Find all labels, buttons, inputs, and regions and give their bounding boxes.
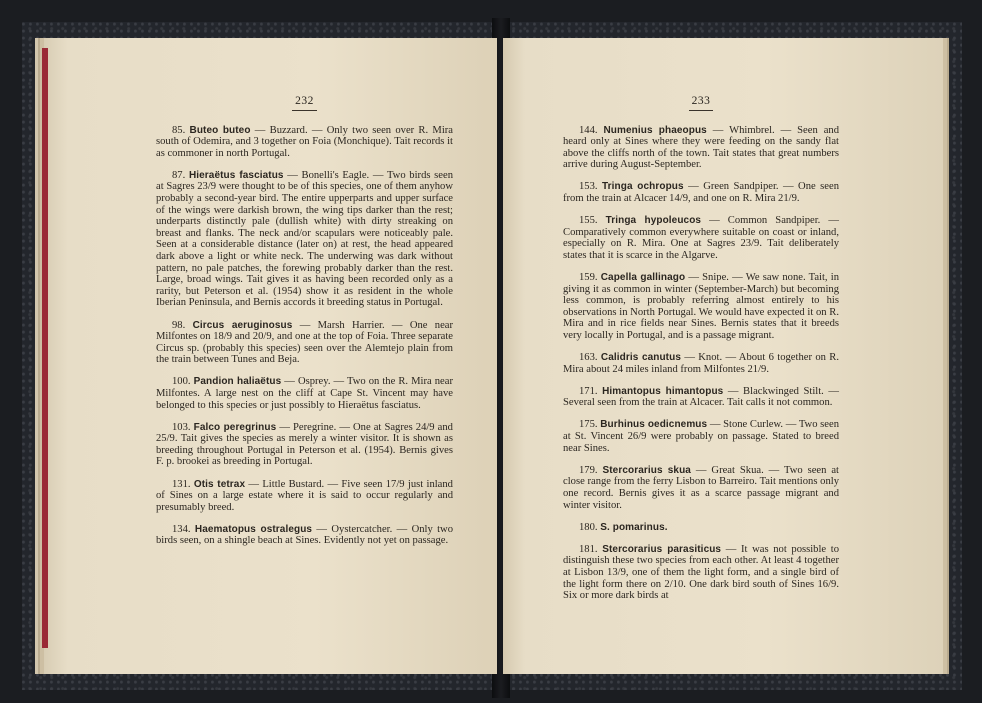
right-page: [503, 38, 943, 674]
page-number: 232: [156, 96, 453, 111]
left-page: [44, 38, 497, 674]
species-entry: 100. Pandion haliaëtus — Osprey. — Two on the R. Mira near Milfontes. A large nest on the cliff at Cape St. Vincent may have belonged to this species or just possibly to Hieraëtus fasciatus.: [156, 376, 453, 411]
species-entry: 159. Capella gallinago — Snipe. — We saw none. Tait, in giving it as common in winter (September-March) but becoming less common, is probably referring almost entirely to his observations in North Portugal. We would have expected it on R. Mira and in rice fields near Sines. Bernis states that it breeds very locally in Portugal, and is a passage migrant.: [563, 272, 839, 341]
species-entry: 163. Calidris canutus — Knot. — About 6 together on R. Mira about 24 miles inland from Milfontes 21/9.: [563, 352, 839, 375]
species-entry: 153. Tringa ochropus — Green Sandpiper. — One seen from the train at Alcacer 14/9, and one on R. Mira 21/9.: [563, 181, 839, 205]
species-entry: 98. Circus aeruginosus — Marsh Harrier. — One near Milfontes on 18/9 and 20/9, and one at the top of Foia. Three separate Circus sp. (probably this species) seen over the Alemtejo plain from the train between Tunes and Beja.: [156, 319, 453, 366]
species-entry: 85. Buteo buteo — Buzzard. — Only two seen over R. Mira south of Odemira, and 3 together on Foia (Monchique). Tait records it as commoner in north Portugal.: [156, 124, 453, 159]
species-entry: 155. Tringa hypoleucos — Common Sandpiper. — Comparatively common everywhere suitable on coast or inland, especially on R. Mira. One at Sagres 23/9. Tait deliberately states that it is scarce in the Algarve.: [563, 215, 839, 261]
page-number: 233: [563, 96, 839, 111]
species-entry: 181. Stercorarius parasiticus — It was not possible to distinguish these two species from each other. At least 4 together at Lisbon 13/9, one of them the light form, and a single bird of the light form there on 2/10. One dark bird south of Sines 16/9. Six or more dark birds at: [563, 543, 840, 602]
species-entry: 171. Himantopus himantopus — Blackwinged Stilt. — Several seen from the train at Alcacer. Tait calls it not common.: [563, 385, 839, 409]
species-entry: 87. Hieraëtus fasciatus — Bonelli's Eagle. — Two birds seen at Sagres 23/9 were thought to be of this species, one of them anyhow probably a second-year bird. The entire upperparts and upper surface of the wings were darkish brown, the wing tips darker than the rest; underparts distinctly pale (dullish white) with dirty streaking on breast and flanks. The neck and/or scapulars were noticeably pale. Seen at a considerable distance (later on) at rest, the head appeared dark above a light or white neck. The underwing was dark without pattern, no pale patches, the forewing probably darker than the rest. Large, broad wings. Tait gives it as having been recorded only as a rarity, but Peterson et al. (1954) show it as resident in the whole Iberian Peninsula, and Bernis accords it breeding status in Portugal.: [156, 169, 453, 309]
species-entry: 131. Otis tetrax — Little Bustard. — Five seen 17/9 just inland of Sines on a large estate where it is said to occur regularly and presumably breed.: [156, 478, 453, 513]
species-entry: 134. Haematopus ostralegus — Oystercatcher. — Only two birds seen, on a shingle beach at Sines. Evidently not yet on passage.: [156, 523, 453, 547]
entries-right: [563, 125, 839, 602]
species-entry: 175. Burhinus oedicnemus — Stone Curlew. — Two seen at St. Vincent 26/9 were probably on passage. Stated to breed near Sines.: [563, 419, 840, 454]
species-entry: 103. Falco peregrinus — Peregrine. — One at Sagres 24/9 and 25/9. Tait gives the species as merely a winter visitor. It is shown as breeding throughout Portugal in Peterson et al. (1954). Bernis gives F. p. brookei as breeding in Portugal.: [156, 421, 453, 468]
species-entry: 144. Numenius phaeopus — Whimbrel. — Seen and heard only at Sines where they were feeding on the sandy flat above the cliffs north of the town. Tait states that great numbers arrive during August-September.: [563, 124, 839, 171]
entries-left: [156, 125, 453, 547]
species-entry: 179. Stercorarius skua — Great Skua. — Two seen at close range from the ferry Lisbon to Barreiro. Tait mentions only one record. Bernis gives it as a scarce passage migrant and winter visitor.: [563, 464, 840, 511]
species-entry: 180. S. pomarinus.: [579, 521, 668, 533]
